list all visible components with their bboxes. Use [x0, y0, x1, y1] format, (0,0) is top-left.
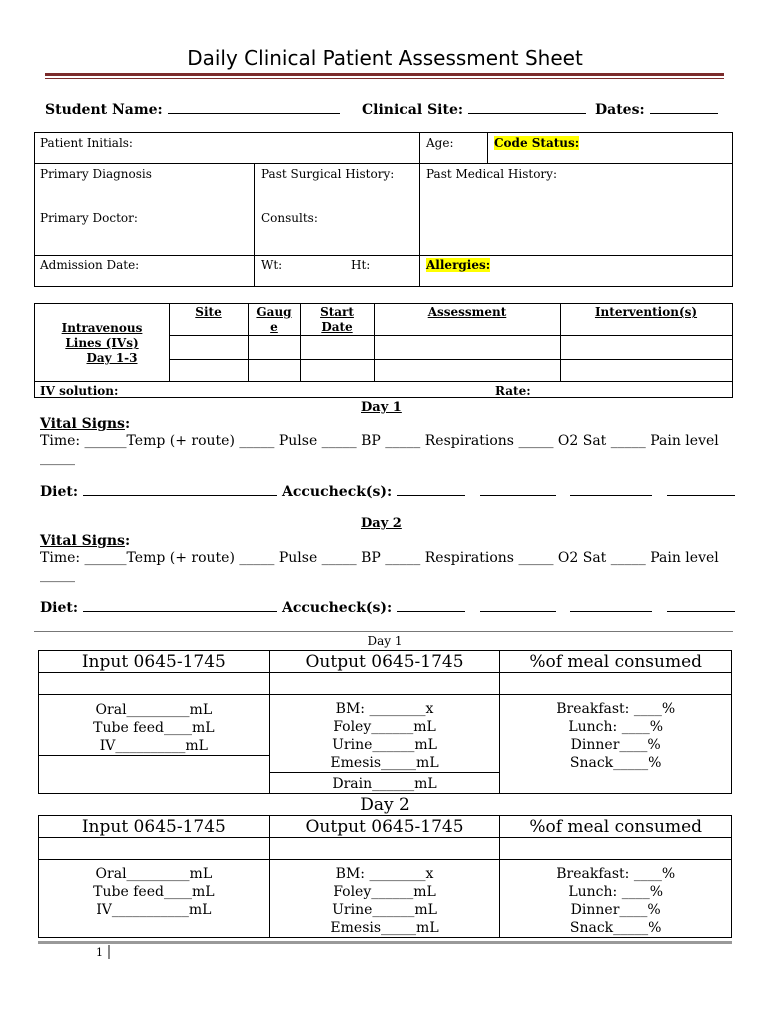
- day2-time-label: Time:: [40, 550, 81, 566]
- day2-vital-signs-text: Vital Signs: [40, 533, 125, 549]
- io2-output-cell[interactable]: [269, 860, 500, 938]
- io-day1-label: Day 1: [367, 634, 403, 648]
- iv-start-header-a: Start: [320, 305, 354, 319]
- title-divider-thin: [45, 78, 724, 79]
- past-surgical-label: Past Surgical History:: [261, 167, 395, 181]
- io-day2-table: [38, 815, 732, 938]
- iv-title-line1: Intravenous: [61, 321, 143, 335]
- io1-output-cell[interactable]: [269, 695, 500, 794]
- io2-bm: BM: ________x: [335, 866, 434, 882]
- day1-pain-label: Pain level: [650, 433, 719, 449]
- day1-pulse-label: Pulse: [278, 433, 318, 449]
- iv-title-line2: Lines (IVs): [65, 336, 139, 350]
- day1-accucheck-label: Accucheck(s):: [282, 484, 393, 500]
- allergies-label: Allergies:: [426, 258, 491, 272]
- day2-vital-signs-heading: Vital Signs:: [40, 533, 131, 549]
- day2-bp-label: BP: [361, 550, 381, 566]
- day1-vital-signs-heading: Vital Signs:: [40, 416, 131, 432]
- io1-tube-feed: Tube feed____mL: [93, 719, 215, 736]
- weight-label: Wt:: [261, 258, 283, 272]
- patient-info-box: [34, 132, 733, 287]
- io-day1-table: [38, 650, 732, 794]
- io-day2-label: Day 2: [360, 795, 410, 815]
- io1-meal-header: %of meal consumed: [500, 651, 732, 673]
- day2-vitals-line: Time: ______Temp (+ route) _____ Pulse _____ BP _____ Respirations _____ O2 Sat _____ Pain level _____: [40, 550, 719, 583]
- iv-title: [35, 321, 169, 366]
- day2-o2-label: O2 Sat: [557, 550, 607, 566]
- day1-accucheck-blank-3[interactable]: [570, 484, 652, 496]
- page-number: 1: [96, 946, 103, 959]
- io2-lunch: Lunch: ____%: [568, 884, 664, 900]
- student-name-blank[interactable]: [168, 102, 340, 114]
- io1-input-cell[interactable]: [39, 695, 270, 756]
- day2-resp-label: Respirations: [424, 550, 514, 566]
- io1-bm: BM: ________x: [335, 701, 434, 717]
- io2-foley: Foley______mL: [333, 884, 436, 900]
- iv-gauge-header: [248, 305, 300, 335]
- primary-diagnosis-label: Primary Diagnosis: [40, 167, 152, 181]
- day2-temp-label: Temp (+ route): [126, 550, 235, 566]
- day1-diet-field[interactable]: [40, 484, 277, 500]
- day1-accucheck-blank-4[interactable]: [667, 484, 735, 496]
- io1-emesis: Emesis_____mL: [330, 755, 439, 771]
- student-name-label: Student Name:: [45, 102, 163, 118]
- primary-doctor-label: Primary Doctor:: [40, 211, 138, 225]
- io1-lunch: Lunch: ____%: [568, 719, 664, 735]
- clinical-site-field[interactable]: [362, 102, 586, 118]
- day2-accucheck-blank-4[interactable]: [667, 600, 735, 612]
- io1-dinner: Dinner____%: [570, 737, 661, 753]
- day2-accucheck-label: Accucheck(s):: [282, 600, 393, 616]
- age-label: Age:: [426, 136, 454, 150]
- day2-accucheck-blank-3[interactable]: [570, 600, 652, 612]
- io2-output-header: Output 0645-1745: [269, 816, 500, 838]
- iv-start-date-header: [300, 305, 374, 335]
- day1-vital-signs-text: Vital Signs: [40, 416, 125, 432]
- day1-accucheck-blank-1[interactable]: [397, 484, 465, 496]
- iv-rate-label: Rate:: [495, 384, 531, 398]
- day2-accucheck-blank-1[interactable]: [397, 600, 465, 612]
- section-divider: [34, 631, 733, 632]
- iv-site-header: Site: [195, 305, 222, 319]
- io2-blank-cell[interactable]: [39, 838, 270, 860]
- iv-title-line3: Day 1-3: [86, 351, 138, 365]
- io1-drain: Drain______mL: [270, 772, 500, 793]
- io2-tube-feed: Tube feed____mL: [93, 884, 215, 900]
- page-title: Daily Clinical Patient Assessment Sheet: [187, 46, 583, 70]
- iv-solution-label: IV solution:: [40, 384, 119, 398]
- io1-input-header: Input 0645-1745: [39, 651, 270, 673]
- io1-meal-cell[interactable]: [500, 695, 732, 794]
- iv-table: [34, 303, 733, 398]
- day2-pain-label: Pain level: [650, 550, 719, 566]
- io2-blank-cell[interactable]: [269, 838, 500, 860]
- day2-heading: Day 2: [361, 516, 402, 531]
- io1-breakfast: Breakfast: ____%: [556, 701, 676, 717]
- io2-emesis: Emesis_____mL: [330, 920, 439, 936]
- consults-label: Consults:: [261, 211, 318, 225]
- day2-accucheck-field[interactable]: [282, 600, 735, 616]
- io1-blank-cell[interactable]: [269, 673, 500, 695]
- code-status-label: Code Status:: [494, 136, 580, 150]
- day1-time-label: Time:: [40, 433, 81, 449]
- title-divider: [45, 73, 724, 76]
- footer-rule: [38, 941, 732, 944]
- iv-gauge-header-b: e: [270, 320, 278, 334]
- page-number-bar: [108, 945, 110, 959]
- io2-iv: IV___________mL: [96, 902, 212, 918]
- io2-meal-header: %of meal consumed: [500, 816, 732, 838]
- clinical-site-label: Clinical Site:: [362, 102, 464, 118]
- day2-accucheck-blank-2[interactable]: [480, 600, 556, 612]
- dates-label: Dates:: [595, 102, 645, 118]
- iv-start-header-b: Date: [321, 320, 353, 334]
- day1-diet-label: Diet:: [40, 484, 79, 500]
- io2-urine: Urine______mL: [332, 902, 437, 918]
- day1-bp-label: BP: [361, 433, 381, 449]
- io2-dinner: Dinner____%: [570, 902, 661, 918]
- io2-breakfast: Breakfast: ____%: [556, 866, 676, 882]
- dates-blank[interactable]: [650, 102, 718, 114]
- admission-date-label: Admission Date:: [40, 258, 140, 272]
- iv-gauge-header-a: Gaug: [256, 305, 292, 319]
- io1-oral: Oral_________mL: [95, 701, 213, 718]
- clinical-site-blank[interactable]: [468, 102, 586, 114]
- day1-diet-blank[interactable]: [83, 484, 277, 496]
- io2-input-cell[interactable]: [39, 860, 270, 938]
- io2-oral: Oral_________mL: [95, 866, 213, 882]
- patient-initials-label: Patient Initials:: [40, 136, 133, 150]
- day1-accucheck-field[interactable]: [282, 484, 735, 500]
- height-label: Ht:: [351, 258, 371, 272]
- past-medical-label: Past Medical History:: [426, 167, 557, 181]
- io1-iv: IV__________mL: [99, 737, 208, 754]
- day1-temp-label: Temp (+ route): [126, 433, 235, 449]
- day2-diet-label: Diet:: [40, 600, 79, 616]
- io2-blank-cell[interactable]: [500, 838, 732, 860]
- io2-snack: Snack_____%: [569, 920, 662, 936]
- iv-assessment-header: Assessment: [427, 305, 507, 319]
- dates-field[interactable]: [595, 102, 718, 118]
- day1-accucheck-blank-2[interactable]: [480, 484, 556, 496]
- io1-blank-cell[interactable]: [500, 673, 732, 695]
- day1-resp-label: Respirations: [424, 433, 514, 449]
- io2-input-header: Input 0645-1745: [39, 816, 270, 838]
- io1-output-header: Output 0645-1745: [269, 651, 500, 673]
- day2-diet-field[interactable]: [40, 600, 277, 616]
- io1-urine: Urine______mL: [332, 737, 437, 753]
- io1-foley: Foley______mL: [333, 719, 436, 735]
- io1-snack: Snack_____%: [569, 755, 662, 771]
- day2-diet-blank[interactable]: [83, 600, 277, 612]
- day2-pulse-label: Pulse: [278, 550, 318, 566]
- day1-heading: Day 1: [361, 400, 402, 415]
- day1-o2-label: O2 Sat: [557, 433, 607, 449]
- io1-input-extra[interactable]: [39, 756, 270, 794]
- day1-vitals-line: Time: ______Temp (+ route) _____ Pulse _____ BP _____ Respirations _____ O2 Sat _____ Pain level _____: [40, 433, 719, 466]
- student-name-field[interactable]: [45, 102, 340, 118]
- iv-interventions-header: Intervention(s): [594, 305, 698, 319]
- io2-meal-cell[interactable]: [500, 860, 732, 938]
- io1-blank-cell[interactable]: [39, 673, 270, 695]
